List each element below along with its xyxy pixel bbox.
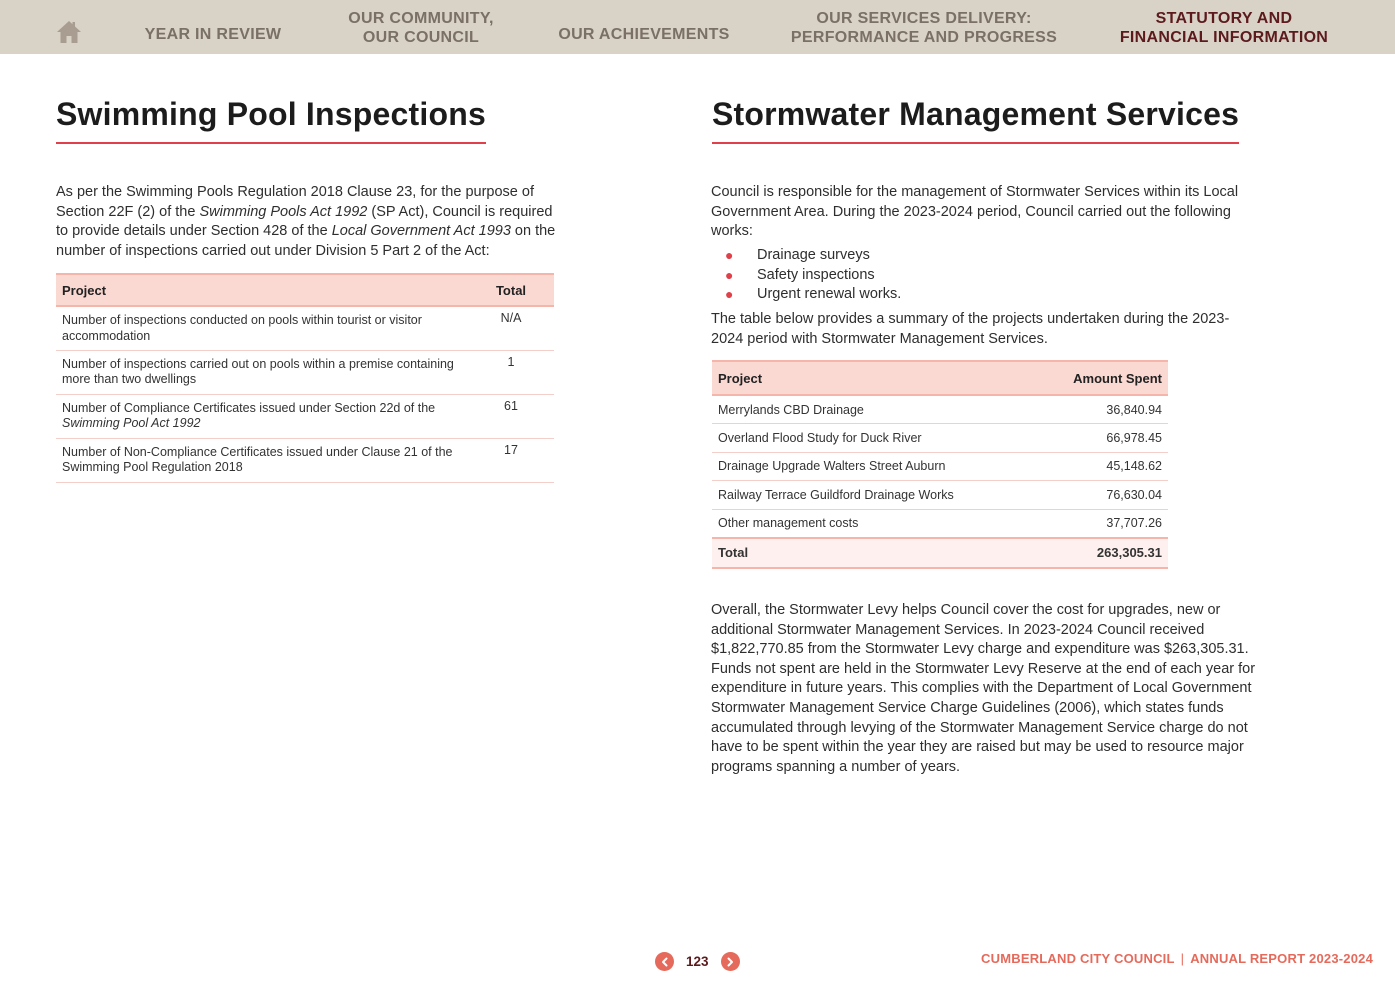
top-navigation [0,0,1395,54]
table-row [712,481,1168,510]
total-label-cell: Total [712,538,1036,568]
table-total-row [712,538,1168,568]
table-row [712,452,1168,481]
column-header-total: Total [468,274,554,306]
previous-page-button[interactable] [655,952,674,971]
chevron-left-icon [660,957,670,967]
nav-statutory-financial[interactable]: STATUTORY AND FINANCIAL INFORMATION [1119,10,1329,46]
nav-our-services-delivery[interactable]: OUR SERVICES DELIVERY: PERFORMANCE AND PROGRESS [790,10,1058,46]
page-navigation [655,952,740,971]
project-cell: Merrylands CBD Drainage [712,395,1036,424]
project-text: Number of Compliance Certificates issued under Section 22d of the [62,400,436,415]
pool-intro-italic-1: Swimming Pools Act 1992 [199,203,368,220]
amount-cell: 45,148.62 [1036,452,1168,481]
report-title: ANNUAL REPORT 2023-2024 [1190,951,1373,966]
table-row [56,306,554,350]
amount-cell: 37,707.26 [1036,509,1168,538]
project-italic: Swimming Pool Act 1992 [62,416,201,430]
amount-cell: 36,840.94 [1036,395,1168,424]
pool-intro-italic-2: Local Government Act 1993 [331,223,511,240]
table-header-row [712,361,1168,395]
project-cell: Number of Non-Compliance Certificates issued under Clause 21 of the Swimming Pool Regulation 2018 [56,438,468,482]
list-item-text: Safety inspections [757,266,875,283]
footer-brand [981,951,1373,966]
next-page-button[interactable] [721,952,740,971]
table-row [712,395,1168,424]
total-cell: 61 [468,394,554,438]
project-cell: Number of inspections carried out on pools within a premise containing more than two dwellings [56,350,468,394]
nav-our-achievements[interactable]: OUR ACHIEVEMENTS [558,25,730,43]
project-cell: Drainage Upgrade Walters Street Auburn [712,452,1036,481]
total-cell: 1 [468,350,554,394]
council-name: CUMBERLAND CITY COUNCIL [981,951,1175,966]
stormwater-projects-table [712,360,1168,569]
list-item [711,285,901,305]
table-row [712,424,1168,453]
table-row [712,509,1168,538]
amount-cell: 76,630.04 [1036,481,1168,510]
bullet-icon: ● [725,247,734,263]
list-item [711,266,901,286]
table-row [56,438,554,482]
footer-separator: | [1180,951,1185,966]
stormwater-heading: Stormwater Management Services [712,96,1239,144]
nav-our-community[interactable]: OUR COMMUNITY, OUR COUNCIL [348,10,494,46]
works-bullet-list [711,246,901,305]
pool-inspections-table [56,273,554,483]
project-cell: Overland Flood Study for Duck River [712,424,1036,453]
pool-intro-text-1: As per the Swimming Pools Regulation 2018 Clause 23, for the purpose of Section 22F (2) of the [56,184,534,220]
list-item-text: Drainage surveys [757,247,870,263]
pool-intro-text-3: on the number of inspections carried out under Division 5 Part 2 of the Act: [56,223,556,259]
total-cell: 17 [468,438,554,482]
list-item [711,246,901,266]
table-row [56,394,554,438]
swimming-pool-heading: Swimming Pool Inspections [56,96,486,144]
page-number: 123 [686,954,709,969]
total-amount-cell: 263,305.31 [1036,538,1168,568]
total-cell: N/A [468,306,554,350]
stormwater-intro-paragraph: Council is responsible for the management of Stormwater Services within its Local Government Area. During the 2023-2024 period, Council carried out the following works: [711,184,1239,240]
home-icon[interactable] [55,19,83,45]
nav-year-in-review[interactable]: YEAR IN REVIEW [144,25,282,43]
column-header-project: Project [56,274,468,306]
project-cell: Railway Terrace Guildford Drainage Works [712,481,1036,510]
bullet-icon: ● [725,286,734,303]
project-cell: Other management costs [712,509,1036,538]
amount-cell: 66,978.45 [1036,424,1168,453]
project-cell [56,394,468,438]
stormwater-closing-paragraph: Overall, the Stormwater Levy helps Council cover the cost for upgrades, new or additional Stormwater Management Services. In 2023-2024 Council received $1,822,770.85 from the Stormwater Levy charge and expenditure was $263,305.31. Funds not spent are held in the Stormwater Levy Reserve at the end of each year for expenditure in future years. This complies with the Department of Local Government Stormwater Management Service Charge Guidelines (2006), which states funds accumulated through levying of the Stormwater Management Service charge do not have to be spent within the year they are raised but may be used to resource major programs spanning a number of years. [711,602,1256,775]
project-cell: Number of inspections conducted on pools within tourist or visitor accommodation [56,306,468,350]
table-row [56,350,554,394]
column-header-amount: Amount Spent [1036,361,1168,395]
pool-intro-paragraph [56,183,568,261]
column-header-project: Project [712,361,1036,395]
chevron-right-icon [725,957,735,967]
bullet-icon: ● [725,266,734,283]
table-header-row [56,274,554,306]
stormwater-summary-paragraph: The table below provides a summary of the projects undertaken during the 2023-2024 period with Stormwater Management Services. [711,311,1230,347]
list-item-text: Urgent renewal works. [757,286,902,303]
pool-intro-text-2: (SP Act), Council is required to provide details under Section 428 of the [56,203,553,240]
